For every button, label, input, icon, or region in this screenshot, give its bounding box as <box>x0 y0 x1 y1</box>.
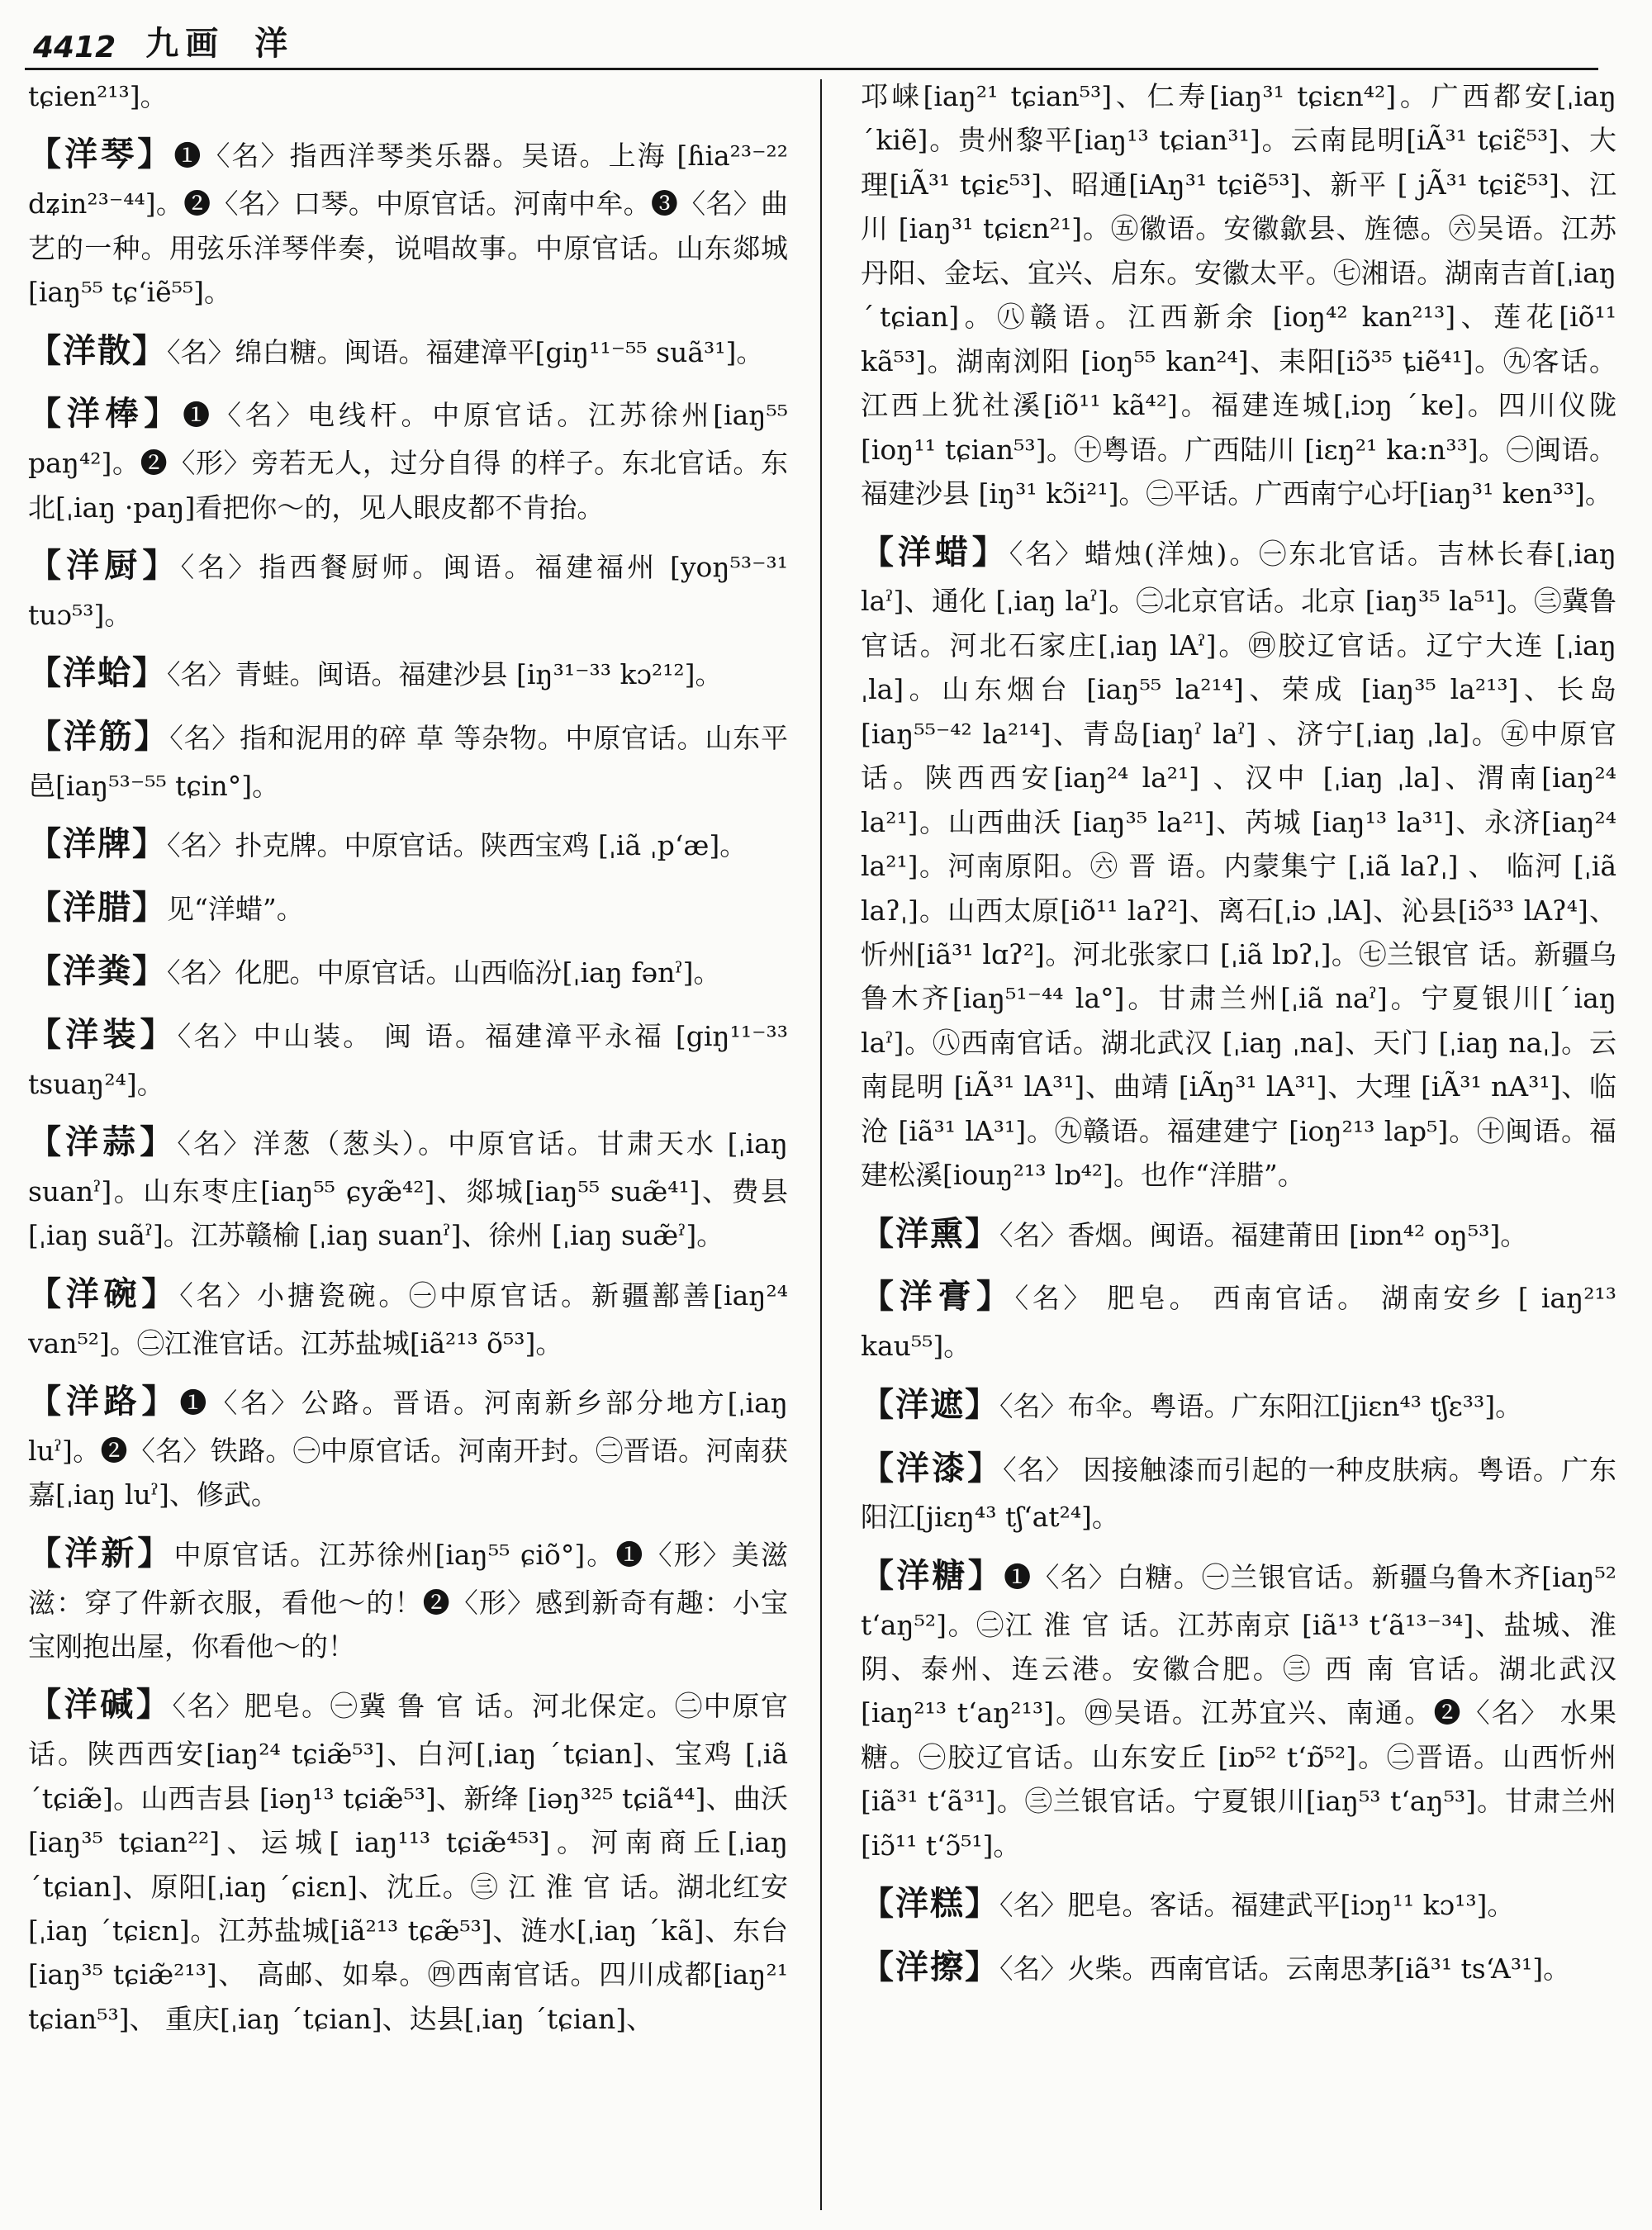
dictionary-entry <box>861 1877 1616 1931</box>
entry-headword: 【洋牌】 <box>28 824 167 864</box>
entry-headword: 【洋碗】 <box>28 1274 180 1313</box>
entry-definition: 〈名〉小搪瓷碗。㊀中原官话。新疆鄯善[iaŋ²⁴ van⁵²]。㊁江淮官话。江苏盐城[iã²¹³ õ⁵³]。 <box>28 1279 788 1359</box>
left-column <box>28 74 788 2197</box>
entry-headword: 【洋膏】 <box>861 1277 1015 1317</box>
page-header <box>33 15 1602 64</box>
dictionary-entry <box>28 647 788 700</box>
dictionary-entry <box>28 387 788 529</box>
dictionary-entry <box>28 1527 788 1669</box>
page-number: 4412 <box>33 31 116 64</box>
dictionary-entry <box>28 1268 788 1365</box>
dictionary-entry <box>28 1678 788 2041</box>
entry-headword: 【洋厨】 <box>28 546 181 586</box>
entry-headword: 【洋熏】 <box>861 1213 999 1253</box>
dictionary-entry <box>28 710 788 808</box>
dictionary-entry <box>861 1442 1616 1540</box>
continuation-text: tɕien²¹³]。 <box>28 80 168 112</box>
dictionary-entry <box>861 1549 1616 1868</box>
entry-headword: 【洋遮】 <box>861 1384 999 1424</box>
entry-definition: 〈名〉火柴。西南官话。云南思茅[iã³¹ tsʻA³¹]。 <box>999 1952 1571 1986</box>
entry-definition: 〈名〉绵白糖。闽语。福建漳平[giŋ¹¹⁻⁵⁵ suã³¹]。 <box>167 335 764 368</box>
dictionary-entry <box>28 325 788 378</box>
entry-definition: 〈名〉扑克牌。中原官话。陕西宝鸡 [ˌiã ˌpʻæ]。 <box>167 829 748 862</box>
entry-definition: 见“洋蜡”。 <box>167 893 304 926</box>
entry-headword: 【洋蒜】 <box>28 1122 178 1162</box>
section-title: 九画 <box>145 24 225 63</box>
entry-definition: ❶〈名〉电线杆。中原官话。江苏徐州[iaŋ⁵⁵ paŋ⁴²]。❷〈形〉旁若无人，过分自得 的样子。东北官话。东北[ˌiaŋ ·paŋ]看把你～的，见人眼皮都不肯抬。 <box>28 399 788 524</box>
entry-definition: ❶〈名〉公路。晋语。河南新乡部分地方[ˌiaŋ luˀ]。❷〈名〉铁路。㊀中原官话。河南开封。㊁晋语。河南获嘉[ˌiaŋ luˀ]、修武。 <box>28 1387 788 1511</box>
entry-definition: 〈名〉肥皂。客话。福建武平[iɔŋ¹¹ kɔ¹³]。 <box>999 1889 1515 1922</box>
header-rule <box>25 68 1598 70</box>
dictionary-entry <box>861 1270 1616 1368</box>
dictionary-entry <box>861 1941 1616 1995</box>
entry-definition: 〈名〉香烟。闽语。福建莆田 [iɒn⁴² oŋ⁵³]。 <box>999 1218 1528 1251</box>
entry-headword: 【洋筋】 <box>28 717 170 757</box>
dictionary-entry <box>28 1116 788 1258</box>
entry-definition: 〈名〉蜡烛(洋烛)。㊀东北官话。吉林长春[ˌiaŋ laˀ]、通化 [ˌiaŋ laˀ]。㊁北京官话。北京 [iaŋ³⁵ la⁵¹]。㊂冀鲁官话。河北石家庄[ˌiaŋ lAˀ]。㊃胶辽官话。辽宁大连 [ˌiaŋ ˌla]。山东烟台 [iaŋ⁵⁵ la²¹⁴]、荣成 [iaŋ³⁵ la²¹³]、长岛[iaŋ⁵⁵⁻⁴² la²¹⁴]、青岛[iaŋˀ laˀ] 、济宁[ˌiaŋ ˌla]。㊄中原官话。陕西西安[iaŋ²⁴ la²¹] 、汉中 [ˌiaŋ ˌla]、渭南[iaŋ²⁴ la²¹]。山西曲沃 [iaŋ³⁵ la²¹]、芮城 [iaŋ¹³ la³¹]、永济[iaŋ²⁴ la²¹]。河南原阳。㊅ 晋 语。内蒙集宁 [ˌiã laʔˌ] 、 临河 [ˌiã laʔˌ]。山西太原[iõ¹¹ laʔ²]、离石[ˌiɔ ˌlA]、沁县[iɔ̃³³ lAʔ⁴]、忻州[iã³¹ lɑʔ²]。河北张家口 [ˌiã lɒʔˌ]。㊆兰银官 话。新疆乌鲁木齐[iaŋ⁵¹⁻⁴⁴ la°]。甘肃兰州[ˌiã naˀ]。宁夏银川[ˊiaŋ laˀ]。㊇西南官话。湖北武汉 [ˌiaŋ ˌna]、天门 [ˌiaŋ naˌ]。云南昆明 [iÃ³¹ lA³¹]、曲靖 [iÃŋ³¹ lA³¹]、大理 [iÃ³¹ nA³¹]、临沧 [iã³¹ lA³¹]。㊈赣语。福建建宁 [ioŋ²¹³ lap⁵]。㊉闽语。福建松溪[iouŋ²¹³ lɒ⁴²]。也作“洋腊”。 <box>861 537 1616 1192</box>
dictionary-entry <box>28 539 788 637</box>
dictionary-entry <box>28 1008 788 1106</box>
column-divider <box>820 79 822 2210</box>
entry-headword: 【洋琴】 <box>28 135 174 174</box>
entry-definition: 〈名〉 因接触漆而引起的一种皮肤病。粤语。广东阳江[jiɛŋ⁴³ tʃʻat²⁴]。 <box>861 1453 1616 1534</box>
entry-definition: 〈名〉肥皂。㊀冀 鲁 官 话。河北保定。㊁中原官话。陕西西安[iaŋ²⁴ tɕiæ̃⁵³]、白河[ˌiaŋ ˊtɕian]、宝鸡 [ˌiã ˊtɕiæ̃]。山西吉县 [iəŋ¹³ tɕiæ̃⁵³]、新绛 [iəŋ³²⁵ tɕiã⁴⁴]、曲沃[iaŋ³⁵ tɕian²²]、运城[ iaŋ¹¹³ tɕiæ̃⁴⁵³]。河南商丘[ˌiaŋ ˊtɕian]、原阳[ˌiaŋ ˊɕiɛn]、沈丘。㊂ 江 淮 官 话。湖北红安 [ˌiaŋ ˊtɕiɛn]。江苏盐城[iã²¹³ tɕæ̃⁵³]、涟水[ˌiaŋ ˊkã]、东台[iaŋ³⁵ tɕiæ̃²¹³]、 高邮、如皋。㊃西南官话。四川成都[iaŋ²¹ tɕian⁵³]、 重庆[ˌiaŋ ˊtɕian]、达县[ˌiaŋ ˊtɕian]、 <box>28 1690 788 2035</box>
entry-headword: 【洋棒】 <box>28 394 183 434</box>
entry-headword: 【洋蛤】 <box>28 653 167 693</box>
entry-headword: 【洋腊】 <box>28 888 167 928</box>
entry-definition: 〈名〉化肥。中原官话。山西临汾[ˌiaŋ fənˀ]。 <box>167 956 721 989</box>
entry-headword: 【洋路】 <box>28 1382 180 1421</box>
entry-headword: 【洋新】 <box>28 1533 174 1573</box>
entry-definition: 〈名〉指西餐厨师。闽语。福建福州 [yoŋ⁵³⁻³¹ tuɔ⁵³]。 <box>28 551 788 631</box>
dictionary-entry <box>861 526 1616 1198</box>
dictionary-entry <box>28 818 788 871</box>
entry-definition: 〈名〉青蛙。闽语。福建沙县 [iŋ³¹⁻³³ kɔ²¹²]。 <box>167 658 723 691</box>
right-entries <box>861 526 1616 1995</box>
header-character: 洋 <box>254 24 288 63</box>
entry-definition: ❶〈名〉白糖。㊀兰银官话。新疆乌鲁木齐[iaŋ⁵² tʻaŋ⁵²]。㊁江 淮 官 话。江苏南京 [iã¹³ tʻã¹³⁻³⁴]、盐城、淮阴、泰州、连云港。安徽合肥。㊂ 西 南 官话。湖北武汉[iaŋ²¹³ tʻaŋ²¹³]。㊃吴语。江苏宜兴、南通。❷〈名〉 水果糖。㊀胶辽官话。山东安丘 [iɒ⁵² tʻɒ̃⁵²]。㊁晋语。山西忻州[iã³¹ tʻã³¹]。㊂兰银官话。宁夏银川[iaŋ⁵³ tʻaŋ⁵³]。甘肃兰州[iɔ̃¹¹ tʻɔ̃⁵¹]。 <box>861 1560 1616 1862</box>
entry-headword: 【洋蜡】 <box>861 532 1009 572</box>
entry-headword: 【洋碱】 <box>28 1685 173 1725</box>
entry-headword: 【洋散】 <box>28 330 167 370</box>
left-entries <box>28 128 788 2041</box>
dictionary-entry <box>28 128 788 314</box>
entry-headword: 【洋擦】 <box>861 1948 999 1987</box>
dictionary-entry <box>28 1375 788 1517</box>
entry-headword: 【洋糕】 <box>861 1884 999 1924</box>
entry-definition: 〈名〉指和泥用的碎 草 等杂物。中原官话。山东平邑[iaŋ⁵³⁻⁵⁵ tɕin°]。 <box>28 722 788 802</box>
entry-definition: 〈名〉洋葱（葱头）。中原官话。甘肃天水 [ˌiaŋ suanˀ]。山东枣庄[iaŋ⁵⁵ ɕyæ̃⁴²]、郯城[iaŋ⁵⁵ suæ̃⁴¹]、费县 [ˌiaŋ suãˀ]。江苏赣榆 [ˌiaŋ suanˀ]、徐州 [ˌiaŋ suæ̃ˀ]。 <box>28 1127 788 1252</box>
dictionary-entry <box>861 1208 1616 1261</box>
entry-definition: 〈名〉中山装。 闽 语。福建漳平永福 [giŋ¹¹⁻³³ tsuaŋ²⁴]。 <box>28 1019 788 1100</box>
entry-headword: 【洋粪】 <box>28 951 167 990</box>
dictionary-entry <box>28 881 788 935</box>
entry-headword: 【洋糖】 <box>861 1555 1004 1595</box>
entry-definition: 中原官话。江苏徐州[iaŋ⁵⁵ ɕiõ°]。❶〈形〉美滋滋：穿了件新衣服，看他～的！❷〈形〉感到新奇有趣：小宝宝刚抱出屋，你看他～的！ <box>28 1538 788 1663</box>
entry-definition: 〈名〉布伞。粤语。广东阳江[jiɛn⁴³ tʃɛ³³]。 <box>999 1389 1523 1422</box>
dictionary-entry <box>28 945 788 999</box>
continuation-text: 邛崃[iaŋ²¹ tɕian⁵³]、仁寿[iaŋ³¹ tɕiɛn⁴²]。广西都安[ˌiaŋ ˊkiẽ]。贵州黎平[iaŋ¹³ tɕian³¹]。云南昆明[iÃ³¹ tɕiɛ̃⁵³]、大理[iÃ³¹ tɕiɛ⁵³]、昭通[iAŋ³¹ tɕiẽ⁵³]、新平 [ jÃ³¹ tɕiɛ̃⁵³]、江川 [iaŋ³¹ tɕiɛn²¹]。㊄徽语。安徽歙县、旌德。㊅吴语。江苏丹阳、金坛、宜兴、启东。安徽太平。㊆湘语。湖南吉首[ˌiaŋ ˊtɕian]。㊇赣语。江西新余 [ioŋ⁴² kan²¹³]、莲花[iõ¹¹ kã⁵³]。湖南浏阳 [ioŋ⁵⁵ kan²⁴]、耒阳[iɔ̃³⁵ ȶiẽ⁴¹]。㊈客话。江西上犹社溪[iõ¹¹ kã⁴²]。福建连城[ˌiɔŋ ˊke]。四川仪陇[ioŋ¹¹ tɕian⁵³]。㊉粤语。广西陆川 [iɛŋ²¹ ka:n³³]。㊀闽语。福建沙县 [iŋ³¹ kɔ̃i²¹]。㊁平话。广西南宁心圩[iaŋ³¹ ken³³]。 <box>861 80 1616 510</box>
entry-headword: 【洋漆】 <box>861 1448 1004 1487</box>
entry-definition: 〈名〉 肥皂。 西南官话。 湖南安乡 [ iaŋ²¹³ kau⁵⁵]。 <box>861 1282 1616 1363</box>
dictionary-entry <box>861 1378 1616 1432</box>
right-column <box>861 74 1616 2197</box>
entry-headword: 【洋装】 <box>28 1014 178 1054</box>
entry-definition: ❶〈名〉指西洋琴类乐器。吴语。上海 [ɦia²³⁻²² dʑin²³⁻⁴⁴]。❷〈名〉口琴。中原官话。河南中牟。❸〈名〉曲艺的一种。用弦乐洋琴伴奏，说唱故事。中原官话。山东郯城[iaŋ⁵⁵ tɕʻiẽ⁵⁵]。 <box>28 140 788 309</box>
